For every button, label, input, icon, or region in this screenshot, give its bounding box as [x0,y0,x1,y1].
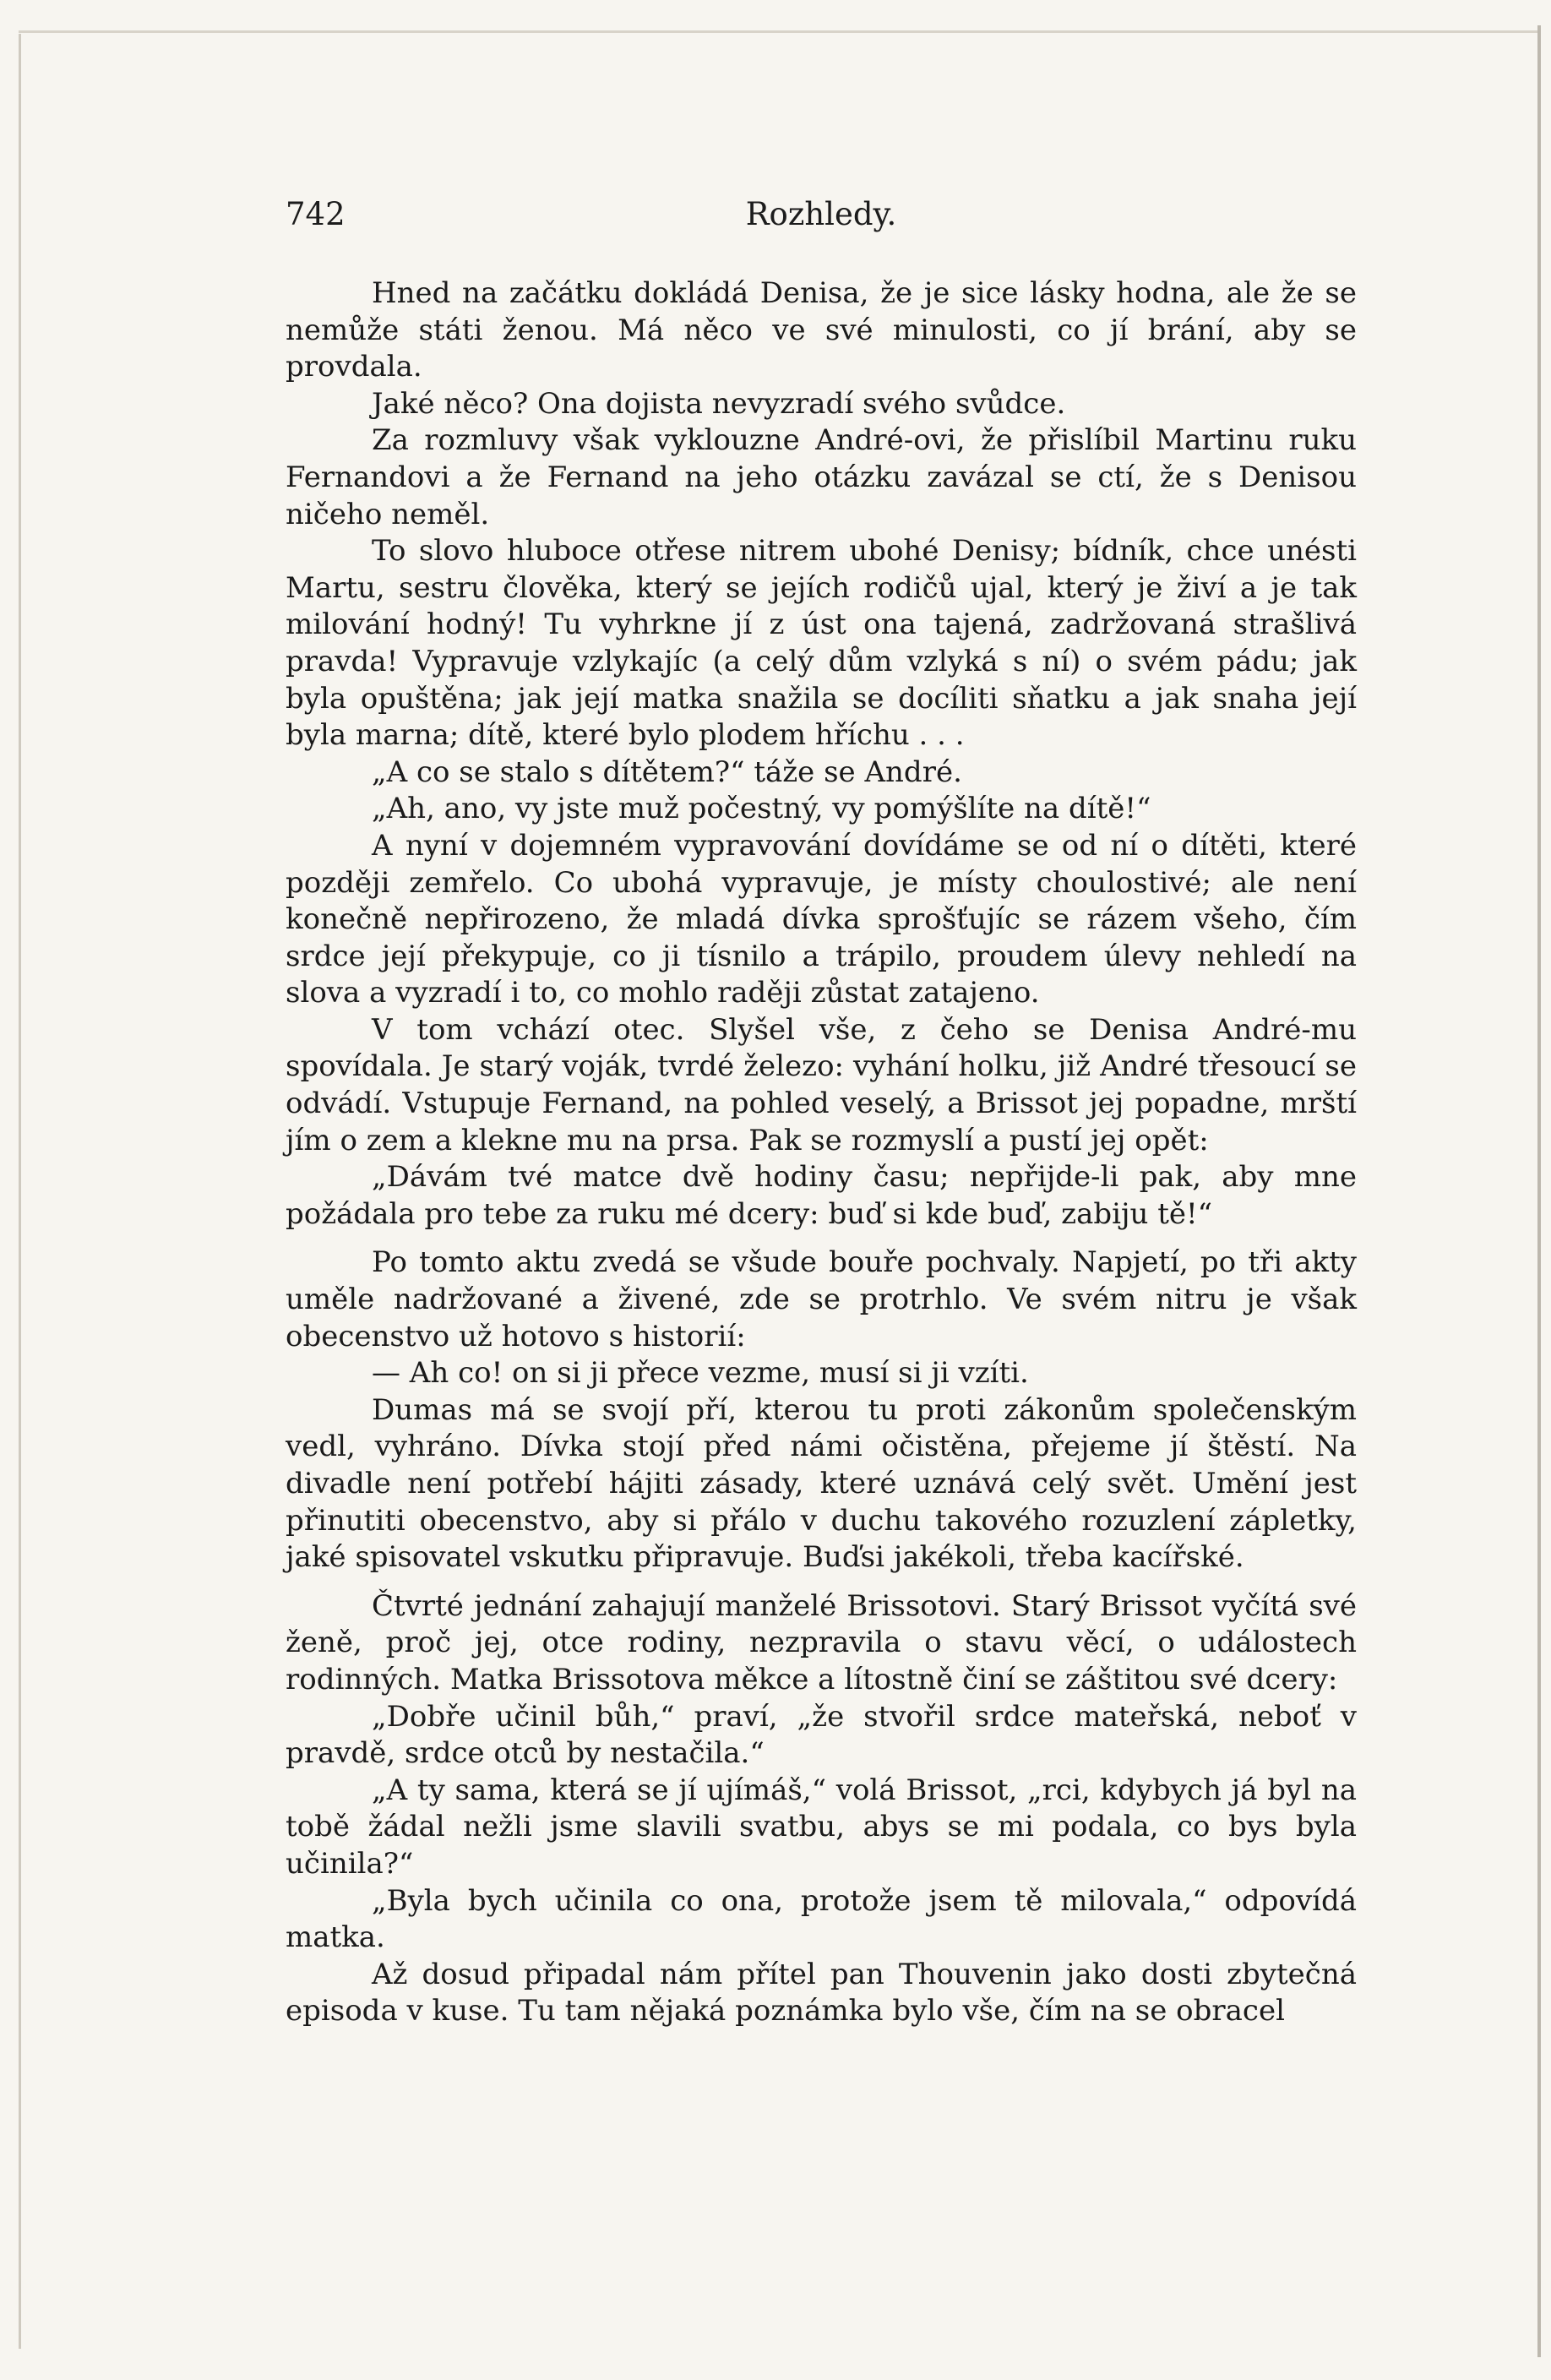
paragraph: Čtvrté jednání zahajují manželé Brissotovi. Starý Brissot vyčítá své ženě, proč jej, otce rodiny, nezpravila o stavu věcí, o událostech rodinných. Matka Brissotova měkce a lítostně činí se záštitou své dcery: [286,1588,1357,1696]
body-text [286,275,1357,2030]
paragraph: Hned na začátku dokládá Denisa, že je sice lásky hodna, ale že se nemůže státi ženou. Má něco ve své minulosti, co jí brání, aby se provdala. [286,276,1357,384]
paragraph: „A ty sama, která se jí ujímáš,“ volá Brissot, „rci, kdybych já byl na tobě žádal nežli jsme slavili svatbu, abys se mi podala, co bys byla učinila?“ [286,1773,1357,1881]
scan-edge-right [1537,25,1541,2357]
paragraph: Jaké něco? Ona dojista nevyzradí svého svůdce. [372,386,1066,421]
paragraph: To slovo hluboce otřese nitrem ubohé Denisy; bídník, chce unésti Martu, sestru člověka, který se jejích rodičů ujal, který je živí a je tak milování hodný! Tu vyhrkne jí z úst ona tajená, zadržovaná strašlivá pravda! Vypravuje vzlykajíc (a celý dům vzlyká s ní) o svém pádu; jak byla opuštěna; jak její matka snažila se docíliti sňatku a jak snaha její byla marna; dítě, které bylo plodem hříchu . . . [286,534,1357,753]
paragraph: Dumas má se svojí pří, kterou tu proti zákonům společenským vedl, vyhráno. Dívka stojí před námi očistěna, přejeme jí štěstí. Na divadle není potřebí hájiti zásady, které uznává celý svět. Umění jest přinutiti obecenstvo, aby si přálo v duchu takového rozuzlení zápletky, jaké spisovatel vskutku připravuje. Buďsi jakékoli, třeba kacířské. [286,1392,1357,1575]
paragraph: A nyní v dojemném vypravování dovídáme se od ní o dítěti, které později zemřelo. Co ubohá vypravuje, je místy choulostivé; ale není konečně nepřirozeno, že mladá dívka sprošťujíc se rázem všeho, čím srdce její překypuje, co ji tísnilo a trápilo, proudem úlevy nehledí na slova a vyzradí i to, co mohlo raději zůstat zatajeno. [286,828,1357,1010]
paragraph: Až dosud připadal nám přítel pan Thouvenin jako dosti zbytečná episoda v kuse. Tu tam nějaká poznámka bylo vše, čím na se obracel [286,1957,1357,2029]
paragraph: „Dobře učinil bůh,“ praví, „že stvořil srdce mateřská, neboť v pravdě, srdce otců by nestačila.“ [286,1699,1357,1771]
paragraph: „Ah, ano, vy jste muž počestný, vy pomýšlíte na dítě!“ [372,792,1151,826]
page-number: 742 [286,196,346,232]
scan-edge-left [19,34,21,2349]
paragraph: „Byla bych učinila co ona, protože jsem tě milovala,“ odpovídá matka. [286,1883,1357,1955]
scan-edge-top [19,30,1539,33]
paragraph: Za rozmluvy však vyklouzne André-ovi, že přislíbil Martinu ruku Fernandovi a že Fernand na jeho otázku zavázal se ctí, že s Denisou ničeho neměl. [286,423,1357,531]
paragraph: — Ah co! on si ji přece vezme, musí si ji vzíti. [372,1356,1029,1391]
page-header [286,196,1357,247]
running-head: Rozhledy. [745,196,897,232]
paragraph: „A co se stalo s dítětem?“ táže se André. [372,754,962,789]
paragraph: Po tomto aktu zvedá se všude bouře pochvaly. Napjetí, po tři akty uměle nadržované a živené, zde se protrhlo. Ve svém nitru je však obecenstvo už hotovo s historií: [286,1245,1357,1353]
paragraph: V tom vchází otec. Slyšel vše, z čeho se Denisa André-mu spovídala. Je starý voják, tvrdé železo: vyhání holku, již André třesoucí se odvádí. Vstupuje Fernand, na pohled veselý, a Brissot jej popadne, mrští jím o zem a klekne mu na prsa. Pak se rozmyslí a pustí jej opět: [286,1012,1357,1157]
paragraph: „Dávám tvé matce dvě hodiny času; nepřijde-li pak, aby mne požádala pro tebe za ruku mé dcery: buď si kde buď, zabiju tě!“ [286,1160,1357,1231]
